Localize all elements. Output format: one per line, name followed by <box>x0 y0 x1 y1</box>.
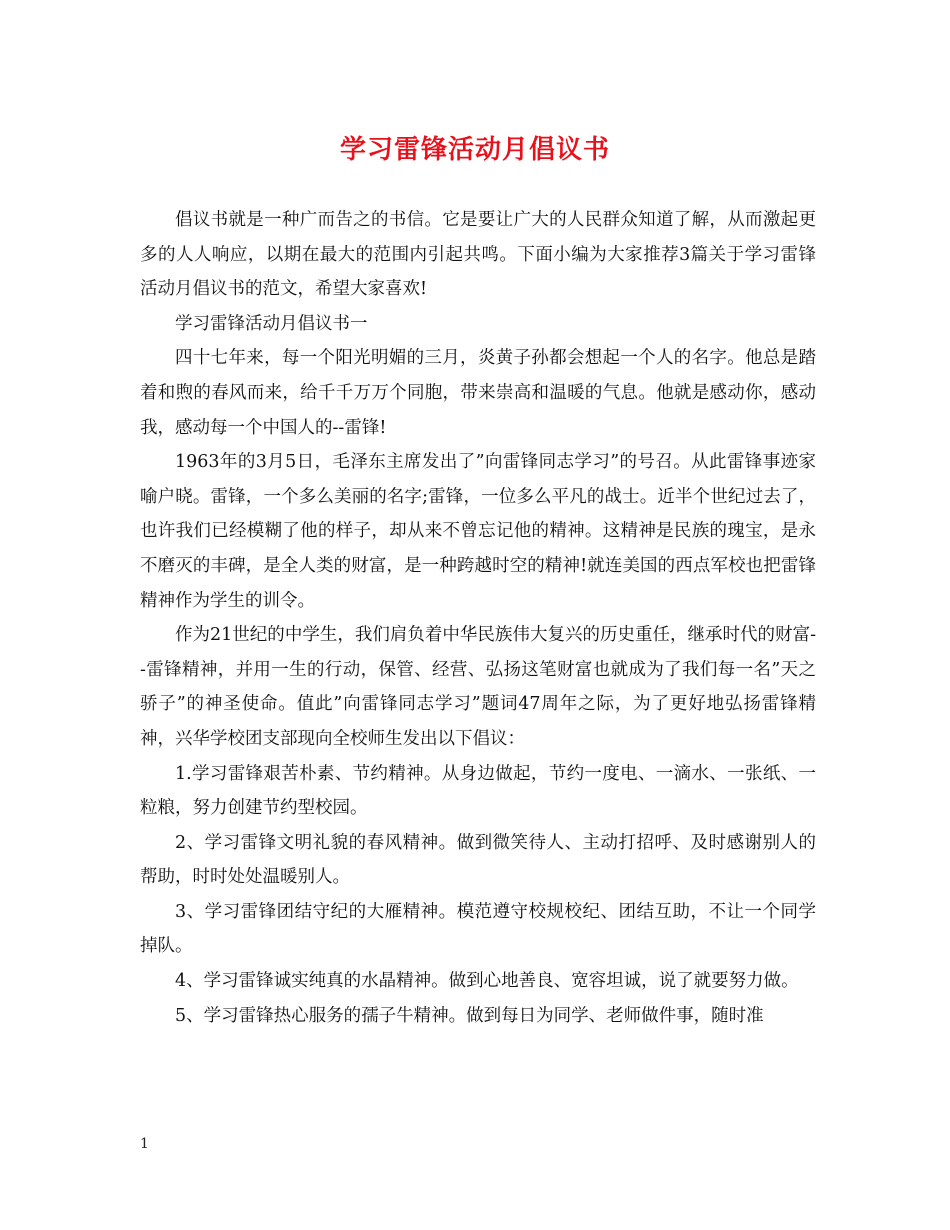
body-paragraph: 作为21世纪的中学生，我们肩负着中华民族伟大复兴的历史重任，继承时代的财富--雷锋精神，并用一生的行动，保管、经营、弘扬这笔财富也就成为了我们每一名”天之骄子”的神圣使命。值此”向雷锋同志学习”题词47周年之际，为了更好地弘扬雷锋精神，兴华学校团支部现向全校师生发出以下倡议： <box>140 625 816 749</box>
intro-paragraph: 倡议书就是一种广而告之的书信。它是要让广大的人民群众知道了解，从而激起更多的人人响应，以期在最大的范围内引起共鸣。下面小编为大家推荐3篇关于学习雷锋活动月倡议书的范文，希望大家喜欢! <box>140 210 816 300</box>
section-heading: 学习雷锋活动月倡议书一 <box>175 313 368 334</box>
proposal-item: 5、学习雷锋热心服务的孺子牛精神。做到每日为同学、老师做件事，随时准 <box>175 1005 764 1026</box>
document-body <box>140 203 816 1033</box>
body-paragraph: 1963年的3月5日，毛泽东主席发出了”向雷锋同志学习”的号召。从此雷锋事迹家喻户晓。雷锋，一个多么美丽的名字;雷锋，一位多么平凡的战士。近半个世纪过去了，也许我们已经模糊了他的样子，却从来不曾忘记他的精神。这精神是民族的瑰宝，是永不磨灭的丰碑，是全人类的财富，是一种跨越时空的精神!就连美国的西点军校也把雷锋精神作为学生的训令。 <box>140 452 816 611</box>
document-title: 学习雷锋活动月倡议书 <box>339 135 610 165</box>
proposal-item: 4、学习雷锋诚实纯真的水晶精神。做到心地善良、宽容坦诚，说了就要努力做。 <box>175 971 799 992</box>
proposal-item: 2、学习雷锋文明礼貌的春风精神。做到微笑待人、主动打招呼、及时感谢别人的帮助，时时处处温暖别人。 <box>140 832 816 888</box>
page-number: 1 <box>140 1136 149 1152</box>
proposal-item: 3、学习雷锋团结守纪的大雁精神。模范遵守校规校纪、团结互助，不让一个同学掉队。 <box>140 901 816 957</box>
body-paragraph: 四十七年来，每一个阳光明媚的三月，炎黄子孙都会想起一个人的名字。他总是踏着和煦的春风而来，给千千万万个同胞，带来崇高和温暖的气息。他就是感动你，感动我，感动每一个中国人的--雷锋! <box>140 348 816 438</box>
proposal-item: 1.学习雷锋艰苦朴素、节约精神。从身边做起，节约一度电、一滴水、一张纸、一粒粮，努力创建节约型校园。 <box>140 763 816 819</box>
